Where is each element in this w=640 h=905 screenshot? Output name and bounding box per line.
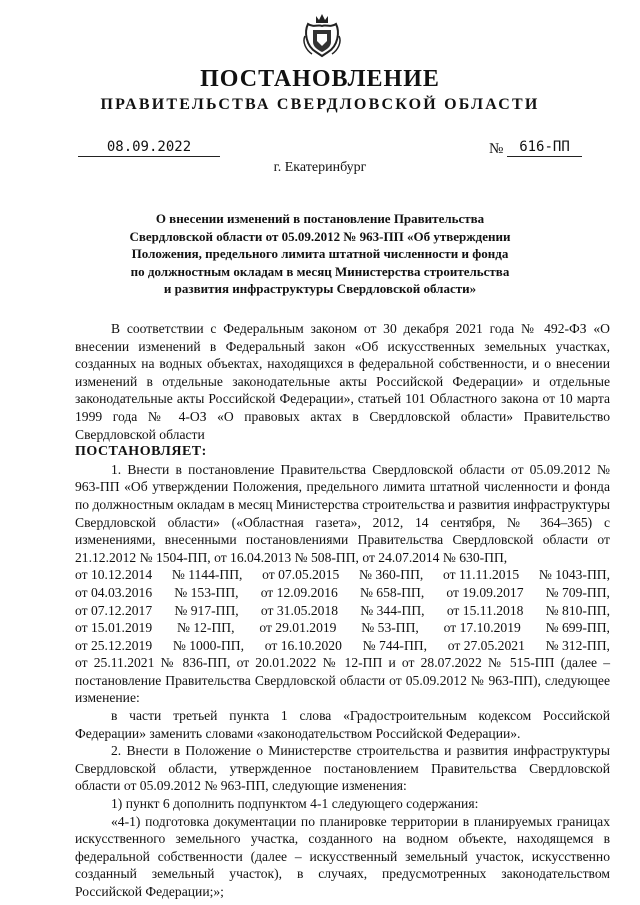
document-subtitle: ПРАВИТЕЛЬСТВА СВЕРДЛОВСКОЙ ОБЛАСТИ — [100, 96, 540, 113]
amend-number: № 709-ПП, — [545, 584, 610, 600]
amend-number: № 744-ПП, — [362, 637, 427, 653]
amend-number: № 810-ПП, — [545, 602, 610, 618]
amend-date: от 29.01.2019 — [259, 620, 337, 636]
number-sign: № — [489, 141, 504, 157]
document-body — [75, 320, 610, 901]
amend-date: от 16.10.2020 — [264, 637, 342, 653]
heading-line: и развития инфраструктуры Свердловской области» — [163, 281, 477, 296]
coat-of-arms-icon — [302, 12, 342, 60]
amend-date: от 15.11.2018 — [446, 602, 524, 618]
item1-tail-paragraph: от 25.11.2021 № 836-ПП, от 20.01.2022 № 12-ПП и от 28.07.2022 № 515-ПП (далее – постановление Правительства Свердловской области от 05.09.2012 № 963-ПП), следующее изменение: — [75, 655, 610, 706]
amendment-row — [75, 637, 610, 655]
heading-line: по должностным окладам в месяц Министерства строительства — [130, 263, 510, 279]
item2-subitem: 1) пункт 6 дополнить подпунктом 4-1 следующего содержания: — [111, 796, 479, 812]
amend-number: № 360-ПП, — [359, 567, 424, 583]
amend-number: № 1043-ПП, — [538, 567, 610, 583]
amend-date: от 07.12.2017 — [75, 602, 153, 618]
document-title: ПОСТАНОВЛЕНИЕ — [200, 66, 440, 92]
amendment-row — [75, 602, 610, 620]
amend-date: от 07.05.2015 — [262, 567, 340, 583]
decree-word: ПОСТАНОВЛЯЕТ: — [75, 444, 207, 460]
amend-number: № 53-ПП, — [361, 620, 419, 636]
heading-line: О внесении изменений в постановление Правительства — [155, 211, 485, 226]
amend-date: от 12.09.2016 — [260, 584, 338, 600]
amend-date: от 27.05.2021 — [447, 637, 525, 653]
amend-date: от 11.11.2015 — [443, 567, 520, 583]
city-name: г. Екатеринбург — [273, 160, 367, 175]
amend-number: № 153-ПП, — [174, 584, 239, 600]
amend-date: от 17.10.2019 — [443, 620, 521, 636]
amend-number: № 699-ПП, — [545, 620, 610, 636]
heading-line: Положения, предельного лимита штатной численности и фонда — [131, 246, 509, 261]
item1-change-paragraph: в части третьей пункта 1 слова «Градостроительным кодексом Российской Федерации» заменить словами «законодательством Российской Федерации». — [75, 708, 610, 741]
item2-quote-paragraph: «4-1) подготовка документации по планировке территории в планируемых границах искусственного земельного участка, созданного на водном объекте, находящемся в федеральной собственности (далее – искусственный земельный участок, искусственно созданный земельный участок), в случаях, предусмотренных законодательством Российской Федерации;»; — [75, 813, 610, 899]
document-heading — [110, 210, 530, 298]
heading-line: Свердловской области от 05.09.2012 № 963-ПП «Об утверждении — [129, 228, 511, 244]
amend-number: № 312-ПП, — [545, 637, 610, 653]
amend-date: от 10.12.2014 — [75, 567, 153, 583]
amend-date: от 15.01.2019 — [75, 620, 153, 636]
amend-date: от 19.09.2017 — [446, 584, 524, 600]
document-number: 616-ПП — [507, 138, 582, 157]
amend-date: от 31.05.2018 — [260, 602, 339, 618]
amend-number: № 917-ПП, — [174, 602, 239, 618]
item2-paragraph: 2. Внести в Положение о Министерстве строительства и развития инфраструктуры Свердловской области, утвержденное постановлением Правительства Свердловской области от 05.09.2012 № 963-ПП, следующие изменения: — [75, 743, 610, 794]
amend-number: № 12-ПП, — [176, 620, 235, 636]
item1-paragraph: 1. Внести в постановление Правительства Свердловской области от 05.09.2012 № 963-ПП «Об утверждении Положения, предельного лимита штатной численности и фонда по должностным окладам в месяц Министерства строительства и развития инфраструктуры Свердловской области» («Областная газета», 2012, 14 сентября, № 364–365) с изменениями, внесенными постановлениями Правительства Свердловской области от 21.12.2012 № 1504-ПП, от 16.04.2013 № 508-ПП, от 24.07.2014 № 630-ПП, — [75, 461, 610, 565]
amendment-row — [75, 619, 610, 637]
preamble-paragraph: В соответствии с Федеральным законом от 30 декабря 2021 года № 492-ФЗ «О внесении изменений в Федеральный закон «Об искусственных земельных участках, созданных на водных объектах, находящихся в федеральной собственности, и о внесении изменений в отдельные законодательные акты Российской Федерации» и отдельные законодательные акты Российской Федерации», статьей 101 Областного закона от 10 марта 1999 года № 4-ОЗ «О правовых актах в Свердловской области» Правительство Свердловской области — [75, 321, 610, 442]
amend-number: № 1144-ПП, — [171, 567, 243, 583]
document-date: 08.09.2022 — [78, 138, 220, 157]
amend-number: № 344-ПП, — [360, 602, 425, 618]
amend-date: от 04.03.2016 — [75, 584, 153, 600]
amend-number: № 1000-ПП, — [172, 637, 245, 653]
amend-date: от 25.12.2019 — [75, 637, 153, 653]
amendment-row — [75, 584, 610, 602]
amendment-row — [75, 566, 610, 584]
amend-number: № 658-ПП, — [359, 584, 425, 600]
